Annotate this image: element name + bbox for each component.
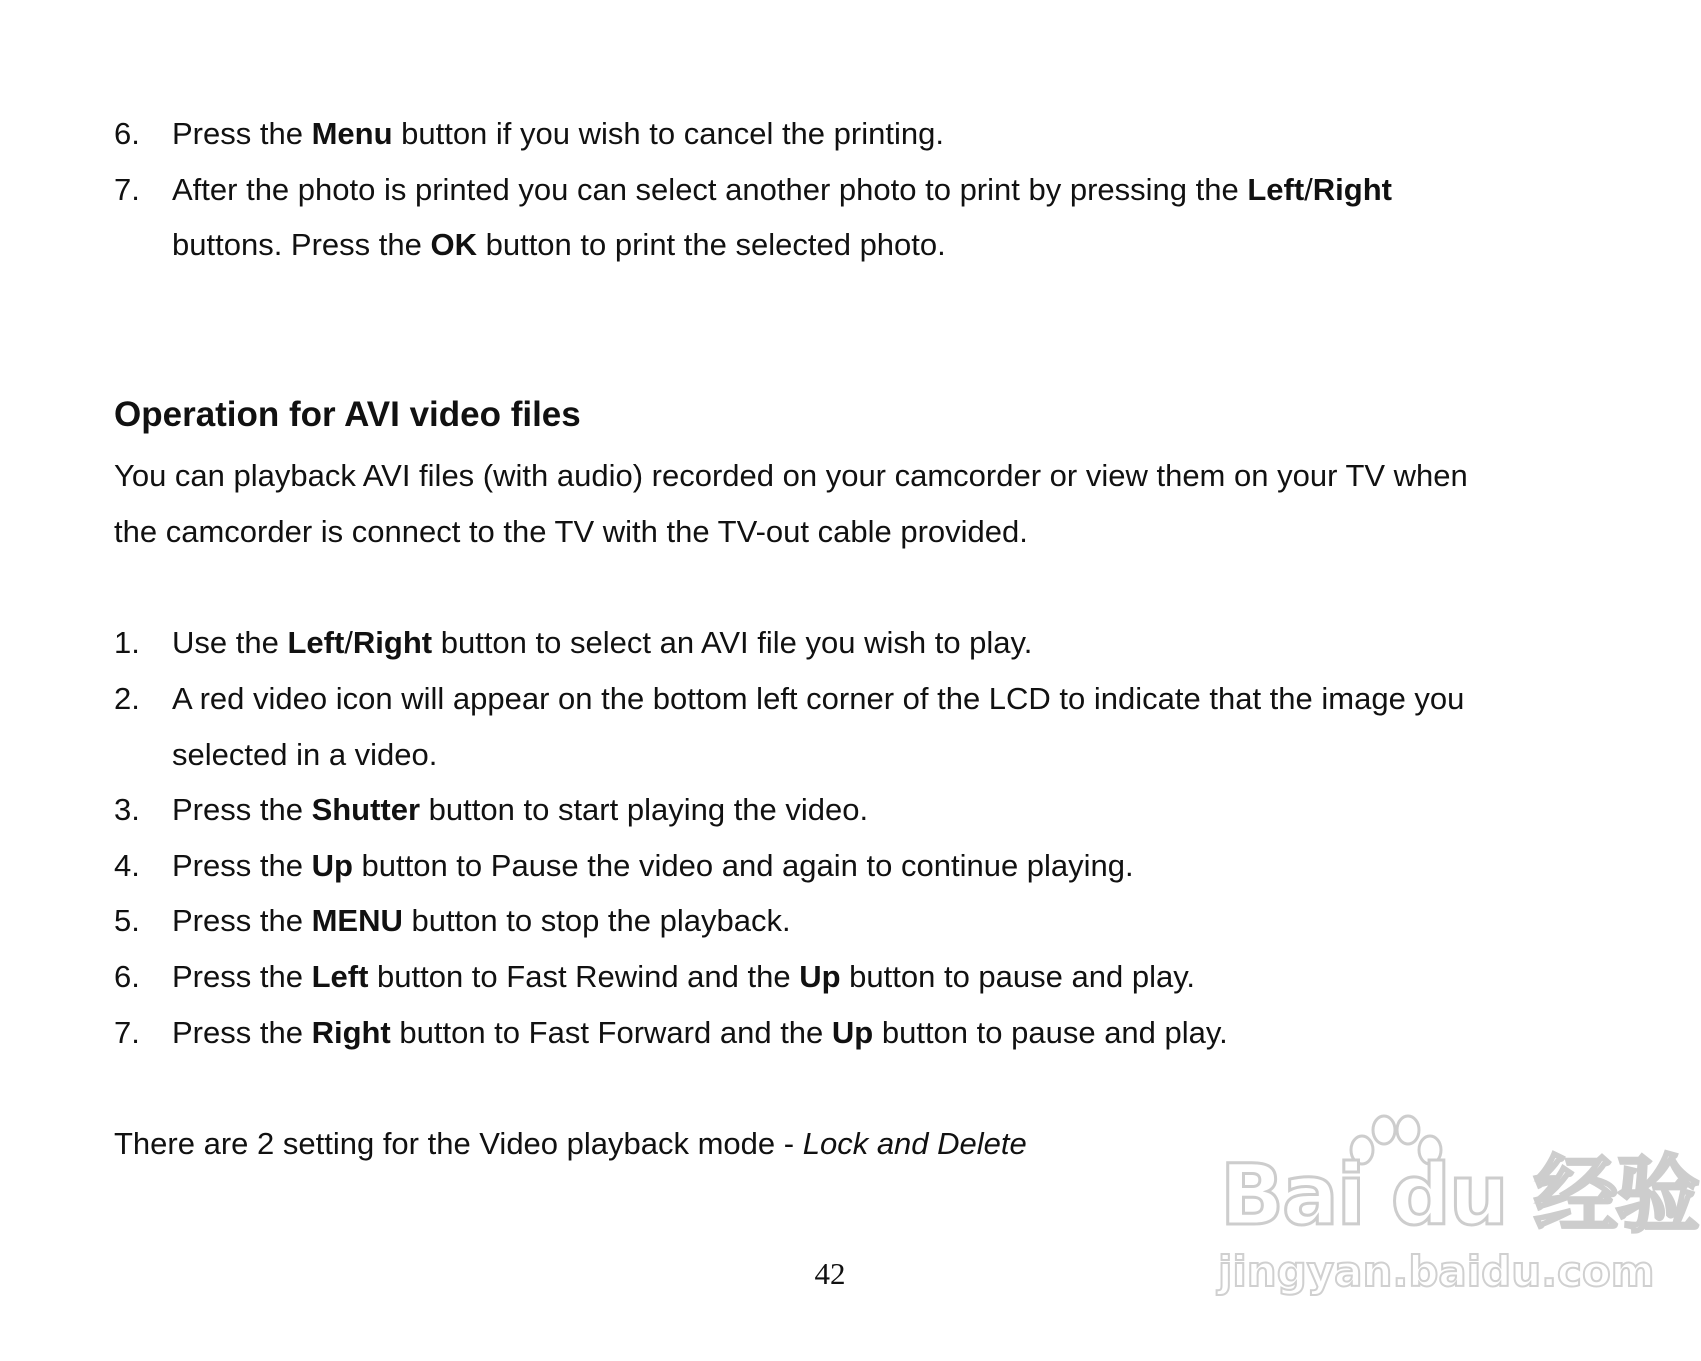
text-run: A red video icon will appear on the bottom left corner of the LCD to indicate that the image you: [172, 681, 1465, 716]
list-number: 6.: [114, 116, 140, 151]
text-run: Use the: [172, 625, 288, 660]
text-run: button if you wish to cancel the printing.: [392, 116, 944, 151]
bold-keyword: Up: [311, 848, 353, 883]
list-number: 2.: [114, 681, 140, 716]
text-run: button to stop the playback.: [402, 903, 791, 938]
list-text: [172, 1013, 1228, 1053]
bold-keyword: Right: [352, 625, 433, 660]
text-run: button to pause and play.: [840, 959, 1196, 994]
bold-keyword: Left: [1247, 172, 1305, 207]
bold-keyword: Right: [311, 1015, 391, 1050]
text-run: Press the: [172, 848, 312, 883]
list-number: 3.: [114, 792, 140, 827]
text-run: button to Pause the video and again to continue playing.: [352, 848, 1134, 883]
list-number: 7.: [114, 1015, 140, 1050]
text-run: button to select an AVI file you wish to play.: [432, 625, 1033, 660]
text-run: Press the: [172, 959, 312, 994]
text-run: Press the: [172, 116, 312, 151]
bold-keyword: OK: [430, 227, 477, 262]
list-text: [172, 846, 1134, 886]
list-text: [172, 170, 1392, 210]
list-text: [172, 901, 791, 941]
closing-italic-text: Lock and Delete: [802, 1126, 1027, 1161]
list-number: 7.: [114, 172, 140, 207]
text-run: Press the: [172, 1015, 312, 1050]
page-number: 42: [814, 1256, 846, 1291]
list-text: [172, 679, 1464, 719]
text-run: /: [1304, 172, 1313, 207]
list-text: [172, 114, 944, 154]
text-run: button to print the selected photo.: [476, 227, 946, 262]
text-run: buttons. Press the: [172, 227, 431, 262]
bold-keyword: Right: [1312, 172, 1392, 207]
bold-keyword: Up: [831, 1015, 874, 1050]
bold-keyword: Left: [311, 959, 369, 994]
list-text: [172, 225, 946, 265]
text-run: button to pause and play.: [873, 1015, 1228, 1050]
closing-text-wrap: [114, 1124, 1027, 1164]
list-text: [172, 957, 1195, 997]
text-run: button to Fast Forward and the: [390, 1015, 832, 1050]
list-text: [172, 623, 1032, 663]
text-run: selected in a video.: [172, 737, 438, 772]
section-heading: Operation for AVI video files: [114, 395, 581, 434]
text-run: /: [344, 625, 353, 660]
watermark-brand: Bai du 经验: [1220, 1146, 1698, 1244]
baidu-watermark-logo: [1200, 1110, 1698, 1310]
bold-keyword: Left: [287, 625, 345, 660]
text-run: Press the: [172, 792, 312, 827]
intro-text: the camcorder is connect to the TV with the TV-out cable provided.: [114, 514, 1028, 549]
list-number: 6.: [114, 959, 140, 994]
bold-keyword: Menu: [311, 116, 393, 151]
intro-text: You can playback AVI files (with audio) recorded on your camcorder or view them on your TV when: [114, 458, 1468, 493]
list-number: 5.: [114, 903, 140, 938]
list-number: 4.: [114, 848, 140, 883]
list-number: 1.: [114, 625, 140, 660]
text-run: button to start playing the video.: [420, 792, 869, 827]
watermark-url: jingyan.baidu.com: [1218, 1247, 1655, 1296]
bold-keyword: Up: [799, 959, 841, 994]
text-run: button to Fast Rewind and the: [368, 959, 800, 994]
list-text: [172, 735, 437, 775]
bold-keyword: MENU: [311, 903, 403, 938]
closing-text: There are 2 setting for the Video playback mode -: [114, 1126, 803, 1161]
list-text: [172, 790, 868, 830]
bold-keyword: Shutter: [311, 792, 421, 827]
text-run: Press the: [172, 903, 312, 938]
text-run: After the photo is printed you can select another photo to print by pressing the: [172, 172, 1248, 207]
